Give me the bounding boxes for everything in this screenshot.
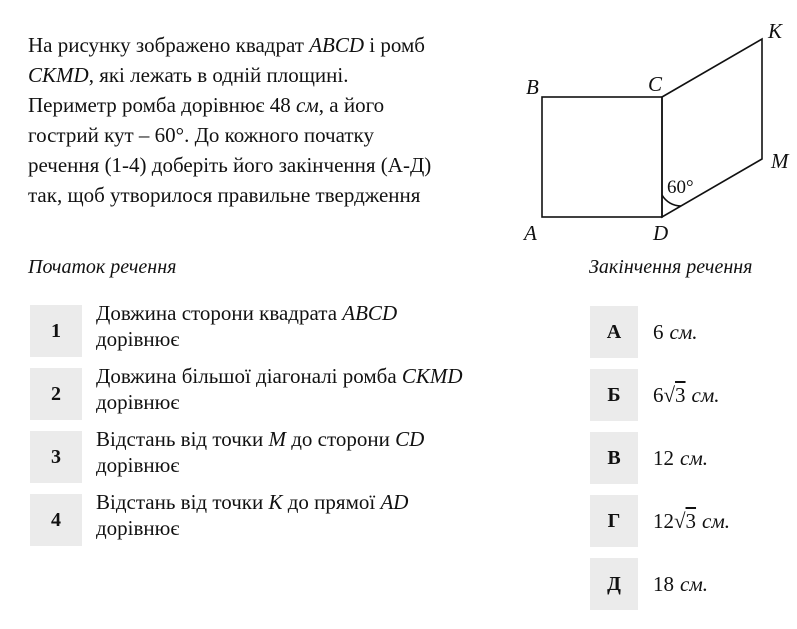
label-a: A <box>524 221 537 245</box>
answer-option-a <box>590 306 790 358</box>
problem-line-3: Периметр ромба дорівнює 48 см, а його <box>28 93 385 117</box>
statement-text: Довжина більшої діагоналі ромба CKMD дорівнює <box>96 364 463 414</box>
problem-line-5: речення (1-4) доберіть його закінчення (А-Д) <box>28 153 432 177</box>
problem-line-1: На рисунку зображено квадрат ABCD і ромб <box>28 33 425 57</box>
geometry-figure <box>520 18 797 248</box>
statement-text: Відстань від точки K до прямої AD дорівнює <box>96 490 409 540</box>
end-column-title: Закінчення речення <box>589 256 753 278</box>
start-column-title: Початок речення <box>28 256 177 278</box>
problem-statement <box>28 30 518 210</box>
statement-row-4 <box>30 490 570 546</box>
statement-number: 4 <box>30 494 82 546</box>
label-m: M <box>771 149 789 173</box>
statement-number: 2 <box>30 368 82 420</box>
answer-letter: Д <box>590 558 638 610</box>
answer-letter: Г <box>590 495 638 547</box>
answer-option-d <box>590 558 790 610</box>
answer-letter: Б <box>590 369 638 421</box>
statement-number: 3 <box>30 431 82 483</box>
label-d: D <box>653 221 669 245</box>
answer-option-h <box>590 495 790 547</box>
answer-letter: В <box>590 432 638 484</box>
angle-label: 60° <box>667 177 694 198</box>
square-abcd <box>542 97 662 217</box>
statement-number: 1 <box>30 305 82 357</box>
statement-row-2 <box>30 364 570 420</box>
answer-value: 12 см. <box>653 445 708 470</box>
statement-row-3 <box>30 427 570 483</box>
statement-row-1 <box>30 301 570 357</box>
statement-text: Відстань від точки M до сторони CD дорівнює <box>96 427 425 477</box>
label-k: K <box>768 19 783 43</box>
answer-letter: А <box>590 306 638 358</box>
statement-text: Довжина сторони квадрата ABCD дорівнює <box>96 301 398 351</box>
answer-value: 6 см. <box>653 319 698 344</box>
answer-option-v <box>590 432 790 484</box>
answer-value: 18 см. <box>653 571 708 596</box>
label-b: B <box>526 75 539 99</box>
answer-value: 12√3 см. <box>653 508 731 533</box>
problem-line-2: CKMD, які лежать в одній площині. <box>28 63 349 87</box>
problem-line-6: так, щоб утворилося правильне твердження <box>28 183 421 207</box>
label-c: C <box>648 72 663 96</box>
answer-value: 6√3 см. <box>653 382 720 407</box>
answer-option-b <box>590 369 790 421</box>
problem-line-4: гострий кут – 60°. До кожного початку <box>28 123 374 147</box>
